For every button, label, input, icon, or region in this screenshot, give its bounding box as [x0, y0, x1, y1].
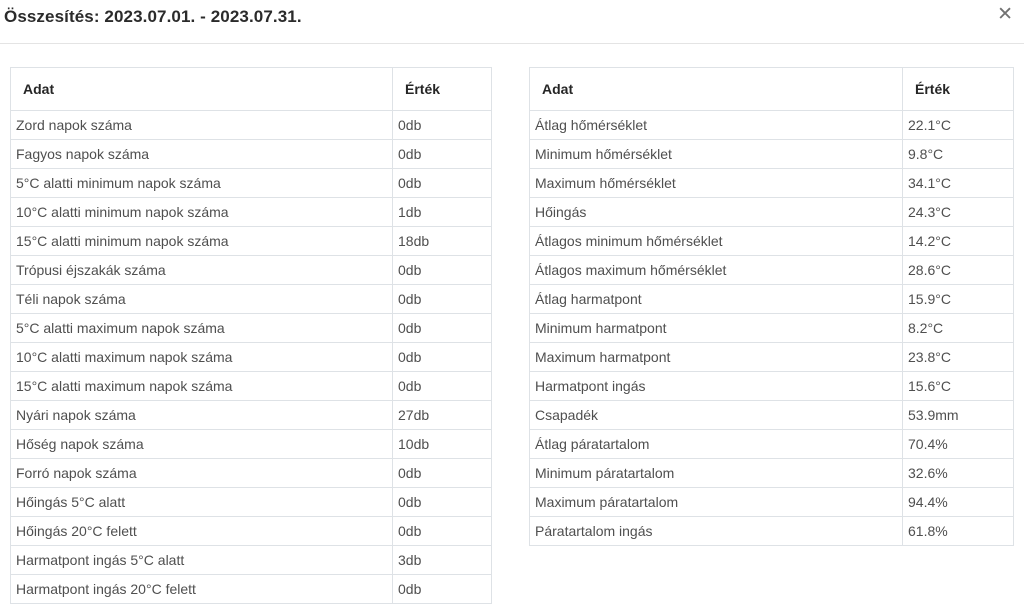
- metric-value: 0db: [393, 343, 492, 372]
- metric-label: Átlag hőmérséklet: [530, 111, 903, 140]
- metric-value: 94.4%: [903, 488, 1014, 517]
- column-header-adat: Adat: [530, 68, 903, 111]
- metric-value: 28.6°C: [903, 256, 1014, 285]
- table-row: [11, 111, 492, 140]
- metric-value: 14.2°C: [903, 227, 1014, 256]
- table-row: [11, 575, 492, 604]
- table-row: [530, 140, 1014, 169]
- table-row: [530, 459, 1014, 488]
- metric-label: Páratartalom ingás: [530, 517, 903, 546]
- metric-value: 34.1°C: [903, 169, 1014, 198]
- column-header-adat: Adat: [11, 68, 393, 111]
- table-row: [530, 430, 1014, 459]
- metric-value: 24.3°C: [903, 198, 1014, 227]
- table-row: [11, 488, 492, 517]
- metric-label: Trópusi éjszakák száma: [11, 256, 393, 285]
- close-icon: ✕: [997, 4, 1013, 25]
- table-row: [530, 343, 1014, 372]
- table-row: [11, 343, 492, 372]
- metric-value: 22.1°C: [903, 111, 1014, 140]
- metric-value: 1db: [393, 198, 492, 227]
- metric-value: 8.2°C: [903, 314, 1014, 343]
- measurements-table: [529, 67, 1014, 546]
- metric-label: Átlag harmatpont: [530, 285, 903, 314]
- metric-label: Minimum páratartalom: [530, 459, 903, 488]
- metric-label: 15°C alatti minimum napok száma: [11, 227, 393, 256]
- column-header-ertek: Érték: [393, 68, 492, 111]
- metric-value: 18db: [393, 227, 492, 256]
- metric-value: 15.9°C: [903, 285, 1014, 314]
- metric-label: 10°C alatti minimum napok száma: [11, 198, 393, 227]
- metric-label: Maximum harmatpont: [530, 343, 903, 372]
- table-row: [530, 198, 1014, 227]
- metric-label: 5°C alatti maximum napok száma: [11, 314, 393, 343]
- table-header-row: [530, 68, 1014, 111]
- metric-label: Maximum hőmérséklet: [530, 169, 903, 198]
- table-row: [11, 169, 492, 198]
- metric-value: 0db: [393, 256, 492, 285]
- metric-value: 15.6°C: [903, 372, 1014, 401]
- table-row: [11, 517, 492, 546]
- metric-value: 0db: [393, 169, 492, 198]
- metric-label: 5°C alatti minimum napok száma: [11, 169, 393, 198]
- metric-value: 3db: [393, 546, 492, 575]
- table-row: [530, 169, 1014, 198]
- table-row: [530, 488, 1014, 517]
- table-row: [530, 111, 1014, 140]
- metric-label: Hőség napok száma: [11, 430, 393, 459]
- table-row: [11, 198, 492, 227]
- table-row: [11, 227, 492, 256]
- metric-value: 0db: [393, 285, 492, 314]
- summary-tables: [0, 44, 1024, 604]
- table-row: [11, 459, 492, 488]
- table-row: [11, 285, 492, 314]
- metric-value: 0db: [393, 517, 492, 546]
- dialog-header: [0, 0, 1024, 44]
- metric-value: 0db: [393, 459, 492, 488]
- metric-value: 70.4%: [903, 430, 1014, 459]
- table-row: [530, 256, 1014, 285]
- table-row: [530, 227, 1014, 256]
- metric-label: 15°C alatti maximum napok száma: [11, 372, 393, 401]
- metric-value: 0db: [393, 575, 492, 604]
- metric-value: 0db: [393, 488, 492, 517]
- metric-value: 0db: [393, 111, 492, 140]
- table-row: [11, 314, 492, 343]
- table-row: [11, 256, 492, 285]
- table-row: [11, 430, 492, 459]
- column-header-ertek: Érték: [903, 68, 1014, 111]
- metric-label: Forró napok száma: [11, 459, 393, 488]
- table-row: [530, 314, 1014, 343]
- metric-label: Hőingás: [530, 198, 903, 227]
- metric-value: 0db: [393, 314, 492, 343]
- metric-value: 0db: [393, 140, 492, 169]
- metric-value: 61.8%: [903, 517, 1014, 546]
- close-button[interactable]: [993, 2, 1017, 29]
- metric-value: 10db: [393, 430, 492, 459]
- table-row: [11, 372, 492, 401]
- table-row: [11, 401, 492, 430]
- table-row: [530, 517, 1014, 546]
- metric-label: Harmatpont ingás 20°C felett: [11, 575, 393, 604]
- metric-label: Hőingás 20°C felett: [11, 517, 393, 546]
- metric-label: Csapadék: [530, 401, 903, 430]
- table-row: [11, 546, 492, 575]
- metric-value: 32.6%: [903, 459, 1014, 488]
- metric-value: 27db: [393, 401, 492, 430]
- table-header-row: [11, 68, 492, 111]
- metric-label: Átlagos maximum hőmérséklet: [530, 256, 903, 285]
- table-row: [530, 372, 1014, 401]
- metric-value: 53.9mm: [903, 401, 1014, 430]
- metric-label: Harmatpont ingás: [530, 372, 903, 401]
- metric-label: Átlag páratartalom: [530, 430, 903, 459]
- metric-label: 10°C alatti maximum napok száma: [11, 343, 393, 372]
- table-row: [11, 140, 492, 169]
- metric-label: Minimum harmatpont: [530, 314, 903, 343]
- metric-value: 0db: [393, 372, 492, 401]
- metric-value: 9.8°C: [903, 140, 1014, 169]
- table-row: [530, 401, 1014, 430]
- metric-label: Téli napok száma: [11, 285, 393, 314]
- metric-label: Zord napok száma: [11, 111, 393, 140]
- page-title: Összesítés: 2023.07.01. - 2023.07.31.: [4, 7, 302, 26]
- metric-label: Maximum páratartalom: [530, 488, 903, 517]
- metric-value: 23.8°C: [903, 343, 1014, 372]
- metric-label: Fagyos napok száma: [11, 140, 393, 169]
- day-counts-table: [10, 67, 492, 604]
- metric-label: Harmatpont ingás 5°C alatt: [11, 546, 393, 575]
- metric-label: Minimum hőmérséklet: [530, 140, 903, 169]
- metric-label: Hőingás 5°C alatt: [11, 488, 393, 517]
- metric-label: Nyári napok száma: [11, 401, 393, 430]
- table-row: [530, 285, 1014, 314]
- metric-label: Átlagos minimum hőmérséklet: [530, 227, 903, 256]
